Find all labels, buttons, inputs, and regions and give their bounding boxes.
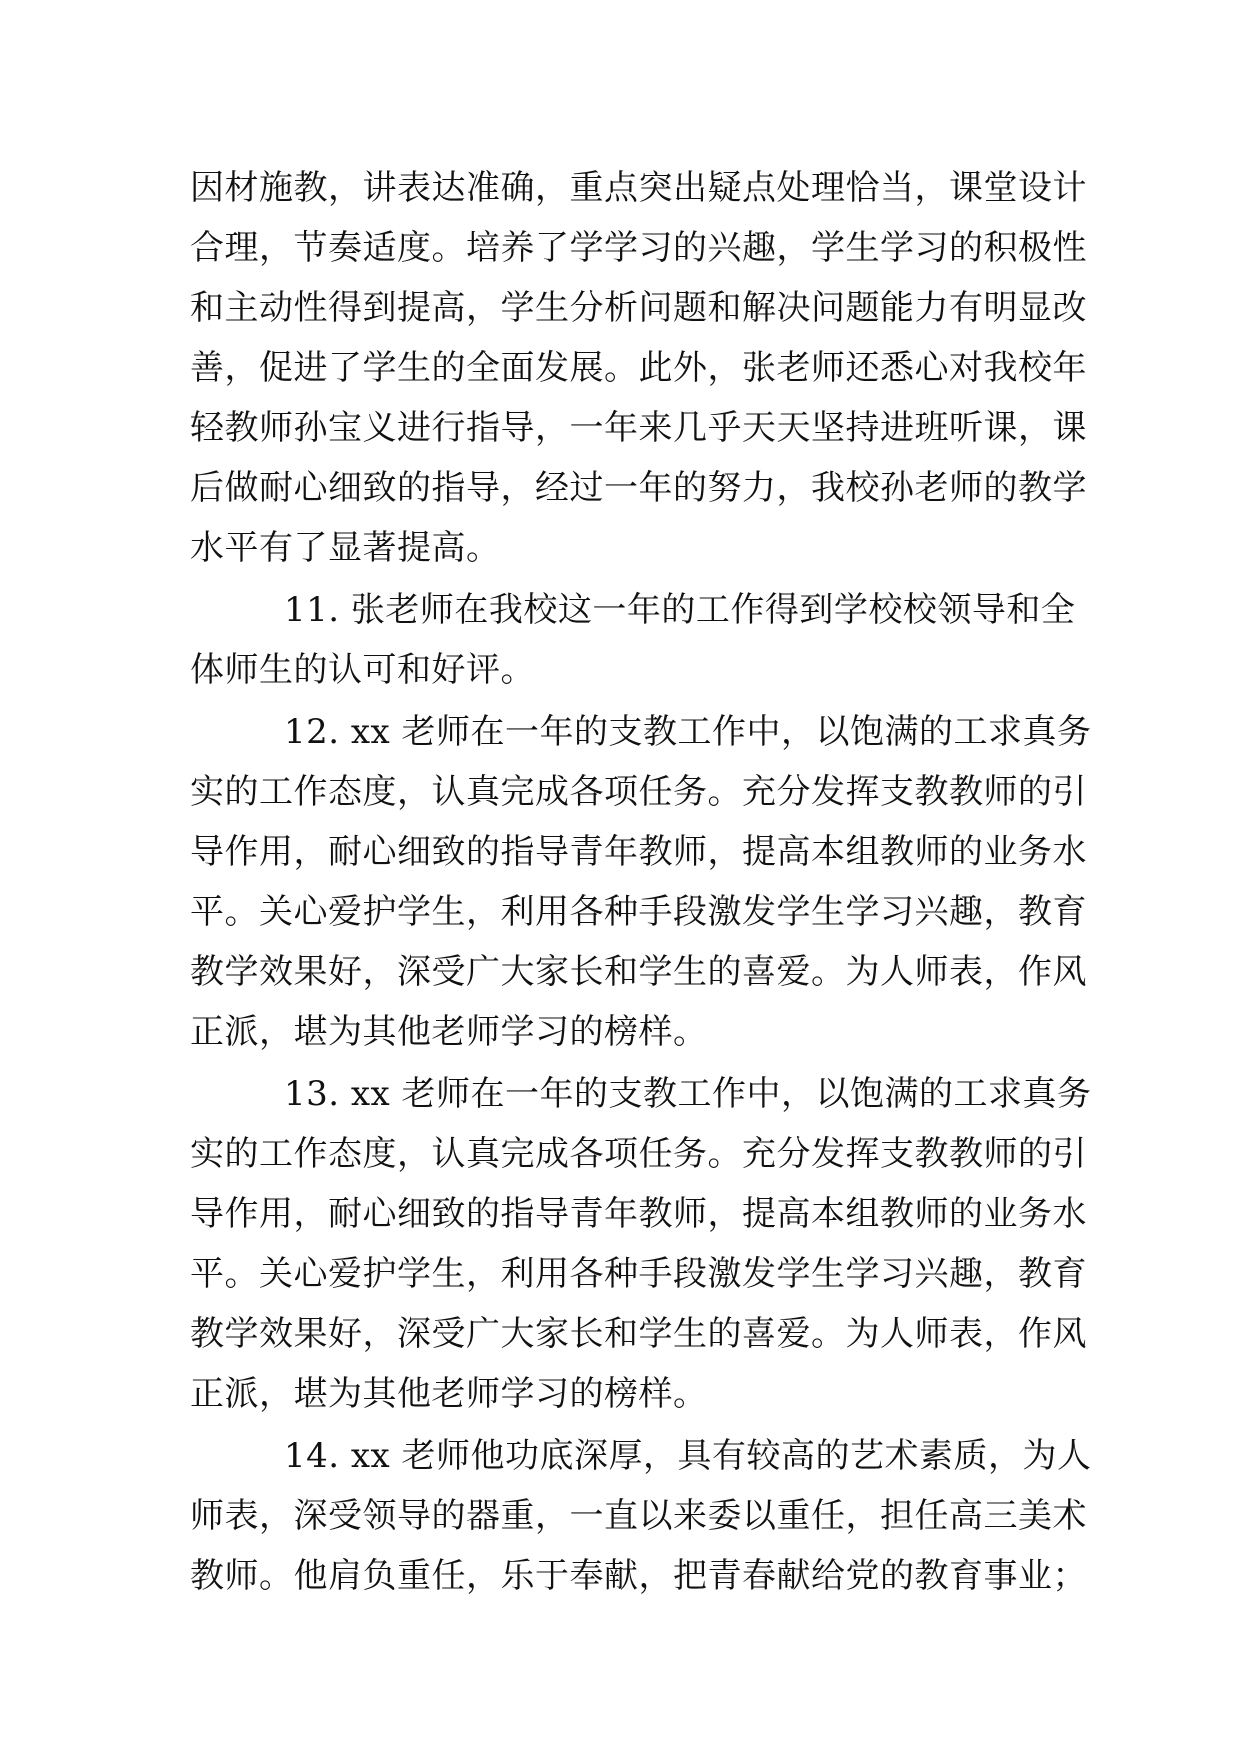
- text-line: 实的工作态度，认真完成各项任务。充分发挥支教教师的引: [190, 772, 1087, 812]
- text-line: 教学效果好，深受广大家长和学生的喜爱。为人师表，作风: [190, 1314, 1087, 1354]
- text-line: 教师。他肩负重任，乐于奉献，把青春献给党的教育事业；: [190, 1556, 1087, 1596]
- text-line: 善，促进了学生的全面发展。此外，张老师还悉心对我校年: [190, 348, 1087, 388]
- paragraph-14-first-line: 14. xx 老师他功底深厚，具有较高的艺术素质，为人: [284, 1436, 1092, 1476]
- text-line: 正派，堪为其他老师学习的榜样。: [190, 1012, 708, 1052]
- text-line: 正派，堪为其他老师学习的榜样。: [190, 1374, 708, 1414]
- text-line: 实的工作态度，认真完成各项任务。充分发挥支教教师的引: [190, 1134, 1087, 1174]
- text-line: 因材施教，讲表达准确，重点突出疑点处理恰当，课堂设计: [190, 168, 1087, 208]
- text-line: 导作用，耐心细致的指导青年教师，提高本组教师的业务水: [190, 1194, 1087, 1234]
- text-line: 教学效果好，深受广大家长和学生的喜爱。为人师表，作风: [190, 952, 1087, 992]
- text-line: 平。关心爱护学生，利用各种手段激发学生学习兴趣，教育: [190, 892, 1087, 932]
- paragraph-12-first-line: 12. xx 老师在一年的支教工作中，以饱满的工求真务: [284, 712, 1092, 752]
- text-line: 水平有了显著提高。: [190, 528, 501, 568]
- paragraph-11-first-line: 11. 张老师在我校这一年的工作得到学校校领导和全: [284, 590, 1076, 630]
- text-line: 合理，节奏适度。培养了学学习的兴趣，学生学习的积极性: [190, 228, 1087, 268]
- text-line: 师表，深受领导的器重，一直以来委以重任，担任高三美术: [190, 1496, 1087, 1536]
- text-line: 和主动性得到提高，学生分析问题和解决问题能力有明显改: [190, 288, 1087, 328]
- text-line: 体师生的认可和好评。: [190, 650, 535, 690]
- text-line: 平。关心爱护学生，利用各种手段激发学生学习兴趣，教育: [190, 1254, 1087, 1294]
- paragraph-13-first-line: 13. xx 老师在一年的支教工作中，以饱满的工求真务: [284, 1074, 1092, 1114]
- text-line: 轻教师孙宝义进行指导，一年来几乎天天坚持进班听课，课: [190, 408, 1087, 448]
- text-line: 后做耐心细致的指导，经过一年的努力，我校孙老师的教学: [190, 468, 1087, 508]
- text-line: 导作用，耐心细致的指导青年教师，提高本组教师的业务水: [190, 832, 1087, 872]
